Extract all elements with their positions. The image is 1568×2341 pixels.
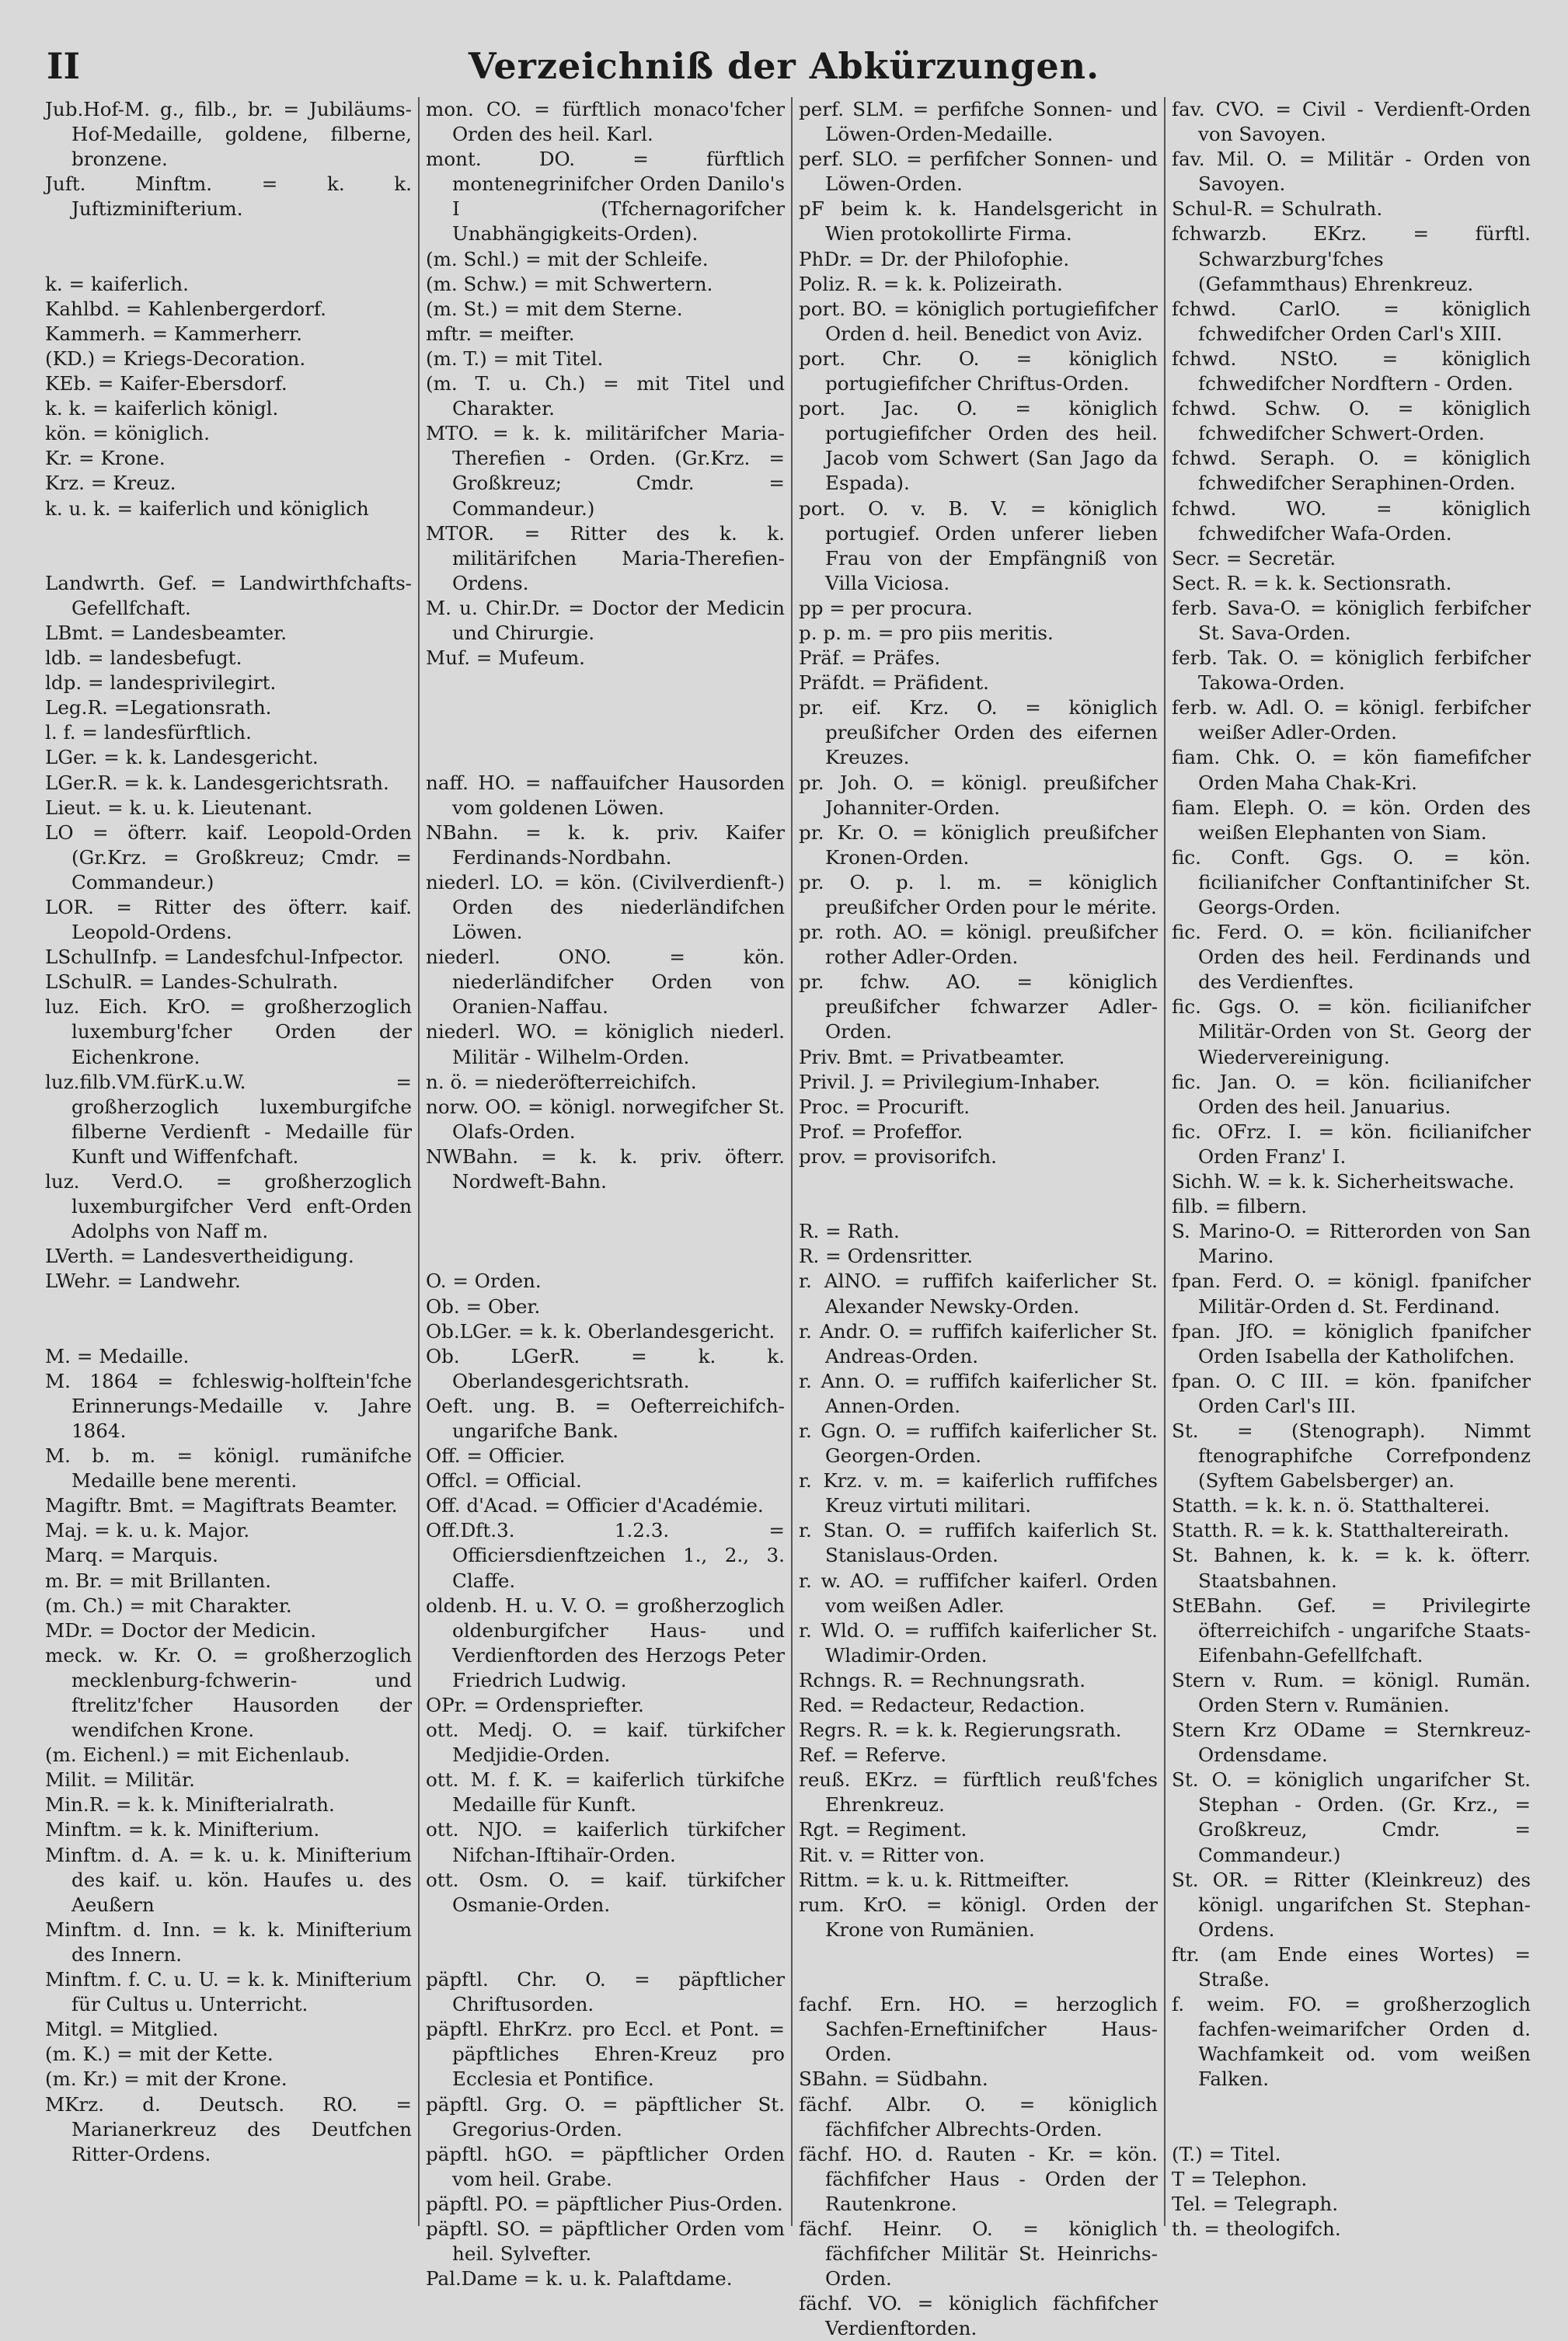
abbreviation-entry: Sect. R. = k. k. Sectionsrath. [1172,571,1452,594]
abbreviation-entry: pr. O. p. l. m. = königlich preußifcher Orden pour le mérite. [799,870,1158,918]
spacer [426,695,785,720]
spacer [1172,2092,1531,2117]
abbreviation-entry: fic. Jan. O. = kön. ficilianifcher Orden des heil. Januarius. [1172,1070,1531,1118]
spacer [799,1194,1158,1219]
spacer [45,546,412,571]
abbreviation-entry: fic. OFrz. I. = kön. ficilianifcher Orden Franz' I. [1172,1120,1531,1168]
abbreviation-entry: Minftm. d. Inn. = k. k. Minifterium des Innern. [45,1918,412,1966]
abbreviation-entry: k. = kaiferlich. [45,272,189,295]
abbreviation-entry: Rit. v. = Ritter von. [799,1843,985,1866]
abbreviation-entry: Tel. = Telegraph. [1172,2192,1339,2215]
abbreviation-entry: Rittm. = k. u. k. Rittmeifter. [799,1868,1070,1891]
abbreviation-entry: Landwrth. Gef. = Landwirthfchafts-Gefellfchaft. [45,571,412,619]
column-4 [1164,97,1537,2240]
abbreviation-entry: reuß. EKrz. = fürftlich reuß'fches Ehrenkreuz. [799,1768,1158,1817]
abbreviation-entry: S. Marino-O. = Ritterorden von San Marino. [1172,1220,1531,1268]
abbreviation-entry: LGer. = k. k. Landesgericht. [45,746,319,769]
abbreviation-entry: pF beim k. k. Handelsgericht in Wien protokollirte Firma. [799,197,1158,246]
abbreviation-entry: Offcl. = Official. [426,1469,582,1493]
abbreviation-entry: OPr. = Ordenspriefter. [426,1694,644,1716]
abbreviation-entry: (T.) = Titel. [1172,2142,1281,2165]
abbreviation-entry: Min.R. = k. k. Minifterialrath. [45,1793,335,1817]
abbreviation-entry: LOR. = Ritter des öfterr. kaif. Leopold-Ordens. [45,896,412,944]
abbreviation-entry: KEb. = Kaifer-Ebersdorf. [45,372,287,395]
abbreviation-entry: Minftm. = k. k. Minifterium. [45,1818,320,1841]
abbreviation-entry: fiam. Chk. O. = kön fiamefifcher Orden Maha Chak-Kri. [1172,746,1531,794]
abbreviation-entry: niederl. ONO. = kön. niederländifcher Orden von Oranien-Naffau. [426,946,785,1019]
abbreviation-entry: perf. SLO. = perfifcher Sonnen- und Löwen-Orden. [799,148,1158,196]
abbreviation-entry: LWehr. = Landwehr. [45,1270,241,1293]
abbreviation-entry: NBahn. = k. k. priv. Kaifer Ferdinands-Nordbahn. [426,820,785,869]
column-1 [45,97,418,2226]
abbreviation-entry: fav. Mil. O. = Militär - Orden von Savoyen. [1172,148,1531,196]
abbreviation-entry: naff. HO. = naffauifcher Hausorden vom goldenen Löwen. [426,771,785,819]
spacer [45,521,412,546]
abbreviation-entry: PhDr. = Dr. der Philofophie. [799,247,1070,270]
abbreviation-entry: Mitgl. = Mitglied. [45,2018,219,2041]
abbreviation-columns [45,97,1537,2340]
abbreviation-entry: M. u. Chir.Dr. = Doctor der Medicin und Chirurgie. [426,596,785,644]
abbreviation-entry: fächf. Heinr. O. = königlich fächfifcher Militär St. Heinrichs-Orden. [799,2217,1158,2290]
abbreviation-entry: St. = (Stenograph). Nimmt ftenographifche Correfpondenz (Syftem Gabelsberger) an. [1172,1419,1531,1493]
abbreviation-entry: luz.filb.VM.fürK.u.W. = großherzoglich luxemburgifche filberne Verdienft - Medaille für Kunft und Wiffenfchaft. [45,1070,412,1168]
abbreviation-entry: (m. Kr.) = mit der Krone. [45,2068,287,2091]
abbreviation-entry: fav. CVO. = Civil - Verdienft-Orden von Savoyen. [1172,98,1531,146]
abbreviation-entry: r. Ggn. O. = ruffifch kaiferlicher St. Georgen-Orden. [799,1419,1158,1468]
abbreviation-entry: LO = öfterr. kaif. Leopold-Orden (Gr.Krz. = Großkreuz; Cmdr. = Commandeur.) [45,820,412,894]
abbreviation-entry: l. f. = landesfürftlich. [45,721,252,744]
abbreviation-entry: (m. T.) = mit Titel. [426,347,604,370]
abbreviation-entry: ferb. Sava-O. = königlich ferbifcher St. Sava-Orden. [1172,596,1531,644]
abbreviation-entry: Schul-R. = Schulrath. [1172,197,1383,221]
abbreviation-entry: r. Wld. O. = ruffifch kaiferlicher St. Wladimir-Orden. [799,1618,1158,1667]
abbreviation-entry: Ob. LGerR. = k. k. Oberlandesgerichtsrath. [426,1344,785,1392]
abbreviation-entry: rum. KrO. = königl. Orden der Krone von Rumänien. [799,1893,1158,1941]
abbreviation-entry: Off.Dft.3. 1.2.3. = Officiersdienftzeichen 1., 2., 3. Claffe. [426,1519,785,1592]
abbreviation-entry: fpan. JfO. = königlich fpanifcher Orden Isabella der Katholifchen. [1172,1319,1531,1367]
abbreviation-entry: prov. = provisorifch. [799,1144,997,1168]
abbreviation-entry: MKrz. d. Deutsch. RO. = Marianerkreuz des Deutfchen Ritter-Ordens. [45,2092,412,2165]
abbreviation-entry: Stern Krz ODame = Sternkreuz-Ordensdame. [1172,1719,1531,1767]
abbreviation-entry: fic. Ggs. O. = kön. ficilianifcher Militär-Orden von St. Georg der Wiedervereinigung. [1172,995,1531,1068]
spacer [799,1942,1158,1967]
abbreviation-entry: päpftl. PO. = päpftlicher Pius-Orden. [426,2192,783,2215]
abbreviation-entry: ott. M. f. K. = kaiferlich türkifche Medaille für Kunft. [426,1768,785,1817]
spacer [426,1244,785,1269]
abbreviation-entry: Leg.R. =Legationsrath. [45,696,272,719]
abbreviation-entry: St. O. = königlich ungarifcher St. Stephan - Orden. (Gr. Krz., = Großkreuz, Cmdr. = Commandeur.) [1172,1768,1531,1866]
abbreviation-entry: LGer.R. = k. k. Landesgerichtsrath. [45,771,389,794]
abbreviation-entry: fchwd. WO. = königlich fchwedifcher Wafa-Orden. [1172,496,1531,545]
abbreviation-entry: port. Chr. O. = königlich portugiefifcher Chriftus-Orden. [799,347,1158,395]
abbreviation-entry: Privil. J. = Privilegium-Inhaber. [799,1070,1101,1093]
abbreviation-entry: Präfdt. = Präfident. [799,671,989,695]
abbreviation-entry: Pal.Dame = k. u. k. Palaftdame. [426,2267,733,2290]
abbreviation-entry: m. Br. = mit Brillanten. [45,1569,272,1592]
abbreviation-entry: Priv. Bmt. = Privatbeamter. [799,1045,1065,1068]
spacer [799,1967,1158,1992]
abbreviation-entry: MTOR. = Ritter des k. k. militärifchen Maria-Therefien-Ordens. [426,521,785,594]
abbreviation-entry: norw. OO. = königl. norwegifcher St. Olafs-Orden. [426,1095,785,1143]
abbreviation-entry: (m. Ch.) = mit Charakter. [45,1594,292,1617]
abbreviation-entry: fic. Conft. Ggs. O. = kön. ficilianifcher Conftantinifcher St. Georgs-Orden. [1172,845,1531,918]
abbreviation-entry: fachf. Ern. HO. = herzoglich Sachfen-Erneftinifcher Haus-Orden. [799,1993,1158,2066]
abbreviation-entry: St. OR. = Ritter (Kleinkreuz) des königl. ungarifchen St. Stephan-Ordens. [1172,1868,1531,1941]
abbreviation-entry: fächf. HO. d. Rauten - Kr. = kön. fächfifcher Haus - Orden der Rautenkrone. [799,2142,1158,2215]
abbreviation-entry: Sichh. W. = k. k. Sicherheitswache. [1172,1170,1515,1193]
abbreviation-entry: meck. w. Kr. O. = großherzoglich mecklenburg-fchwerin- und ftrelitz'fcher Hausorden der wendifchen Krone. [45,1643,412,1742]
abbreviation-entry: mont. DO. = fürftlich montenegrinifcher Orden Danilo's I (Tfchernagorifcher Unabhängigkeits-Orden). [426,148,785,246]
abbreviation-entry: Lieut. = k. u. k. Lieutenant. [45,796,313,819]
abbreviation-entry: (m. St.) = mit dem Sterne. [426,297,683,320]
abbreviation-entry: Proc. = Procurift. [799,1095,970,1118]
abbreviation-entry: Oeft. ung. B. = Oefterreichifch-ungarifche Bank. [426,1394,785,1442]
abbreviation-entry: pp = per procura. [799,596,973,619]
abbreviation-entry: f. weim. FO. = großherzoglich fachfen-weimarifcher Orden d. Wachfamkeit od. vom weißen Falken. [1172,1993,1531,2091]
abbreviation-entry: Off. = Officier. [426,1444,566,1468]
abbreviation-entry: fchwd. Schw. O. = königlich fchwedifcher Schwert-Orden. [1172,397,1531,445]
abbreviation-entry: ott. Medj. O. = kaif. türkifcher Medjidie-Orden. [426,1719,785,1767]
column-2 [418,97,791,2290]
abbreviation-entry: R. = Ordensritter. [799,1245,974,1268]
abbreviation-entry: luz. Verd.O. = großherzoglich luxemburgifcher Verd enft-Orden Adolphs von Naff m. [45,1170,412,1243]
abbreviation-entry: Milit. = Militär. [45,1768,195,1792]
abbreviation-entry: pr. Kr. O. = königlich preußifcher Kronen-Orden. [799,820,1158,869]
abbreviation-entry: Off. d'Acad. = Officier d'Académie. [426,1494,764,1517]
abbreviation-entry: Jub.Hof-M. g., filb., br. = Jubiläums-Hof-Medaille, goldene, filberne, bronzene. [45,98,412,171]
spacer [45,247,412,272]
abbreviation-entry: M. b. m. = königl. rumänifche Medaille bene merenti. [45,1444,412,1493]
abbreviation-entry: fchwarzb. EKrz. = fürftl. Schwarzburg'fches (Gefammthaus) Ehrenkreuz. [1172,222,1531,295]
abbreviation-entry: p. p. m. = pro piis meritis. [799,621,1054,644]
abbreviation-entry: fic. Ferd. O. = kön. ficilianifcher Orden des heil. Ferdinands und des Verdienftes. [1172,921,1531,994]
abbreviation-entry: päpftl. Chr. O. = päpftlicher Chriftusorden. [426,1968,785,2016]
abbreviation-entry: Magiftr. Bmt. = Magiftrats Beamter. [45,1494,398,1517]
abbreviation-entry: (m. T. u. Ch.) = mit Titel und Charakter. [426,372,785,420]
abbreviation-entry: Kammerh. = Kammerherr. [45,322,302,345]
abbreviation-entry: M. 1864 = fchleswig-holftein'fche Erinnerungs-Medaille v. Jahre 1864. [45,1369,412,1442]
abbreviation-entry: pr. fchw. AO. = königlich preußifcher fchwarzer Adler-Orden. [799,970,1158,1043]
spacer [45,1319,412,1344]
abbreviation-entry: n. ö. = niederöfterreichifch. [426,1070,697,1093]
abbreviation-entry: Ref. = Referve. [799,1744,947,1767]
abbreviation-entry: R. = Rath. [799,1220,900,1243]
abbreviation-entry: pr. Joh. O. = königl. preußifcher Johanniter-Orden. [799,771,1158,819]
abbreviation-entry: MDr. = Doctor der Medicin. [45,1618,317,1642]
abbreviation-entry: ott. NJO. = kaiferlich türkifcher Nifchan-Iftihaïr-Orden. [426,1818,785,1866]
abbreviation-entry: MTO. = k. k. militärifcher Maria-Therefien - Orden. (Gr.Krz. = Großkreuz; Cmdr. = Commandeur.) [426,422,785,520]
abbreviation-entry: port. O. v. B. V. = königlich portugief. Orden unferer lieben Frau von der Empfängniß von Villa Viciosa. [799,496,1158,594]
abbreviation-entry: Krz. = Kreuz. [45,472,176,495]
abbreviation-entry: r. Andr. O. = ruffifch kaiferlicher St. Andreas-Orden. [799,1319,1158,1367]
abbreviation-entry: Ob. = Ober. [426,1294,541,1318]
spacer [45,1294,412,1319]
abbreviation-entry: päpftl. SO. = päpftlicher Orden vom heil. Sylvefter. [426,2217,785,2266]
abbreviation-entry: fiam. Eleph. O. = kön. Orden des weißen Elephanten von Siam. [1172,796,1531,844]
abbreviation-entry: fchwd. NStO. = königlich fchwedifcher Nordftern - Orden. [1172,347,1531,395]
abbreviation-entry: kön. = königlich. [45,422,210,445]
abbreviation-entry: fchwd. Seraph. O. = königlich fchwedifcher Seraphinen-Orden. [1172,447,1531,495]
abbreviation-entry: niederl. WO. = königlich niederl. Militär - Wilhelm-Orden. [426,1020,785,1068]
abbreviation-entry: NWBahn. = k. k. priv. öfterr. Nordweft-Bahn. [426,1144,785,1193]
abbreviation-entry: fächf. Albr. O. = königlich fächfifcher Albrechts-Orden. [799,2092,1158,2141]
abbreviation-entry: O. = Orden. [426,1270,542,1293]
abbreviation-entry: Statth. R. = k. k. Statthaltereirath. [1172,1519,1510,1542]
abbreviation-entry: k. k. = kaiferlich königl. [45,397,279,420]
abbreviation-entry: r. AlNO. = ruffifch kaiferlicher St. Alexander Newsky-Orden. [799,1270,1158,1318]
abbreviation-entry: (m. Schl.) = mit der Schleife. [426,247,709,270]
spacer [799,1169,1158,1194]
abbreviation-entry: port. Jac. O. = königlich portugiefifcher Orden des heil. Jacob vom Schwert (San Jago da Espada). [799,397,1158,495]
abbreviation-entry: fpan. Ferd. O. = königl. fpanifcher Militär-Orden d. St. Ferdinand. [1172,1270,1531,1318]
abbreviation-entry: LVerth. = Landesvertheidigung. [45,1245,354,1268]
abbreviation-entry: ferb. Tak. O. = königlich ferbifcher Takowa-Orden. [1172,646,1531,695]
abbreviation-entry: LBmt. = Landesbeamter. [45,621,287,644]
abbreviation-entry: Marq. = Marquis. [45,1544,218,1567]
abbreviation-entry: r. Stan. O. = ruffifch kaiferlich St. Stanislaus-Orden. [799,1519,1158,1567]
abbreviation-entry: M. = Medaille. [45,1344,190,1367]
abbreviation-entry: Ob.LGer. = k. k. Oberlandesgericht. [426,1319,775,1343]
abbreviation-entry: (m. K.) = mit der Kette. [45,2043,274,2066]
column-3 [791,97,1164,2340]
abbreviation-entry: Poliz. R. = k. k. Polizeirath. [799,272,1063,295]
abbreviation-entry: oldenb. H. u. V. O. = großherzoglich oldenburgifcher Haus- und Verdienftorden des Herzogs Peter Friedrich Ludwig. [426,1594,785,1691]
abbreviation-entry: Secr. = Secretär. [1172,546,1336,570]
abbreviation-entry: SBahn. = Südbahn. [799,2068,988,2091]
abbreviation-entry: r. Krz. v. m. = kaiferlich ruffifches Kreuz virtuti militari. [799,1469,1158,1517]
abbreviation-entry: St. Bahnen, k. k. = k. k. öfterr. Staatsbahnen. [1172,1544,1531,1592]
spacer [1172,2117,1531,2142]
abbreviation-entry: th. = theologifch. [1172,2217,1341,2240]
page-number: II [47,45,81,87]
abbreviation-entry: (m. Eichenl.) = mit Eichenlaub. [45,1744,350,1767]
abbreviation-entry: ferb. w. Adl. O. = königl. ferbifcher weißer Adler-Orden. [1172,696,1531,744]
abbreviation-entry: luz. Eich. KrO. = großherzoglich luxemburg'fcher Orden der Eichenkrone. [45,995,412,1068]
abbreviation-entry: Muf. = Mufeum. [426,646,585,670]
abbreviation-entry: fchwd. CarlO. = königlich fchwedifcher Orden Carl's XIII. [1172,297,1531,345]
page-title: Verzeichniß der Abkürzungen. [468,45,1100,87]
abbreviation-entry: fpan. O. C III. = kön. fpanifcher Orden Carl's III. [1172,1369,1531,1417]
abbreviation-entry: StEBahn. Gef. = Privilegirte öfterreichifch - ungarifche Staats-Eifenbahn-Gefellfchaft. [1172,1594,1531,1667]
spacer [426,1194,785,1219]
abbreviation-entry: port. BO. = königlich portugiefifcher Orden d. heil. Benedict von Aviz. [799,297,1158,345]
abbreviation-entry: (m. Schw.) = mit Schwertern. [426,272,713,295]
abbreviation-entry: Präf. = Präfes. [799,646,941,670]
abbreviation-entry: Maj. = k. u. k. Major. [45,1519,250,1542]
abbreviation-entry: k. u. k. = kaiferlich und königlich [45,496,369,520]
abbreviation-entry: Statth. = k. k. n. ö. Statthalterei. [1172,1494,1490,1517]
abbreviation-entry: Kahlbd. = Kahlenbergerdorf. [45,297,326,320]
spacer [426,1942,785,1967]
abbreviation-entry: Prof. = Profeffor. [799,1120,963,1143]
abbreviation-entry: Rgt. = Regiment. [799,1818,967,1841]
abbreviation-entry: ldb. = landesbefugt. [45,646,242,670]
abbreviation-entry: r. Ann. O. = ruffifch kaiferlicher St. Annen-Orden. [799,1369,1158,1417]
spacer [426,1219,785,1244]
spacer [45,221,412,246]
abbreviation-entry: T = Telephon. [1172,2167,1308,2190]
abbreviation-entry: mftr. = meifter. [426,322,575,345]
abbreviation-entry: Minftm. d. A. = k. u. k. Minifterium des kaif. u. kön. Haufes u. des Aeußern [45,1843,412,1916]
abbreviation-entry: niederl. LO. = kön. (Civilverdienft-) Orden des niederländifchen Löwen. [426,870,785,944]
abbreviation-entry: pr. roth. AO. = königl. preußifcher rother Adler-Orden. [799,921,1158,969]
abbreviation-entry: ftr. (am Ende eines Wortes) = Straße. [1172,1942,1531,1991]
abbreviation-entry: ott. Osm. O. = kaif. türkifcher Osmanie-Orden. [426,1868,785,1916]
abbreviation-entry: mon. CO. = fürftlich monaco'fcher Orden des heil. Karl. [426,98,785,146]
abbreviation-entry: fächf. VO. = königlich fächfifcher Verdienftorden. [799,2292,1158,2340]
abbreviation-entry: r. w. AO. = ruffifcher kaiferl. Orden vom weißen Adler. [799,1569,1158,1617]
abbreviation-entry: pr. eif. Krz. O. = königlich preußifcher Orden des eifernen Kreuzes. [799,696,1158,769]
abbreviation-entry: päpftl. EhrKrz. pro Eccl. et Pont. = päpftliches Ehren-Kreuz pro Ecclesia et Pontifice. [426,2018,785,2091]
abbreviation-entry: Stern v. Rum. = königl. Rumän. Orden Stern v. Rumänien. [1172,1668,1531,1716]
abbreviation-entry: päpftl. hGO. = päpftlicher Orden vom heil. Grabe. [426,2142,785,2190]
abbreviation-entry: LSchulInfp. = Landesfchul-Infpector. [45,946,404,969]
abbreviation-entry: Kr. = Krone. [45,447,166,470]
spacer [426,671,785,695]
abbreviation-entry: (KD.) = Kriegs-Decoration. [45,347,306,370]
spacer [426,745,785,770]
abbreviation-entry: perf. SLM. = perfifche Sonnen- und Löwen-Orden-Medaille. [799,98,1158,146]
abbreviation-entry: Regrs. R. = k. k. Regierungsrath. [799,1719,1122,1742]
abbreviation-entry: Minftm. f. C. u. U. = k. k. Minifterium für Cultus u. Unterricht. [45,1968,412,2016]
abbreviation-entry: Juft. Minftm. = k. k. Juftizminifterium. [45,172,412,221]
abbreviation-entry: filb. = filbern. [1172,1195,1308,1218]
abbreviation-entry: Red. = Redacteur, Redaction. [799,1694,1085,1716]
spacer [426,1918,785,1942]
abbreviation-entry: Rchngs. R. = Rechnungsrath. [799,1668,1086,1691]
spacer [426,720,785,745]
abbreviation-entry: päpftl. Grg. O. = päpftlicher St. Gregorius-Orden. [426,2092,785,2141]
abbreviation-entry: ldp. = landesprivilegirt. [45,671,277,695]
abbreviation-entry: LSchulR. = Landes-Schulrath. [45,970,339,994]
